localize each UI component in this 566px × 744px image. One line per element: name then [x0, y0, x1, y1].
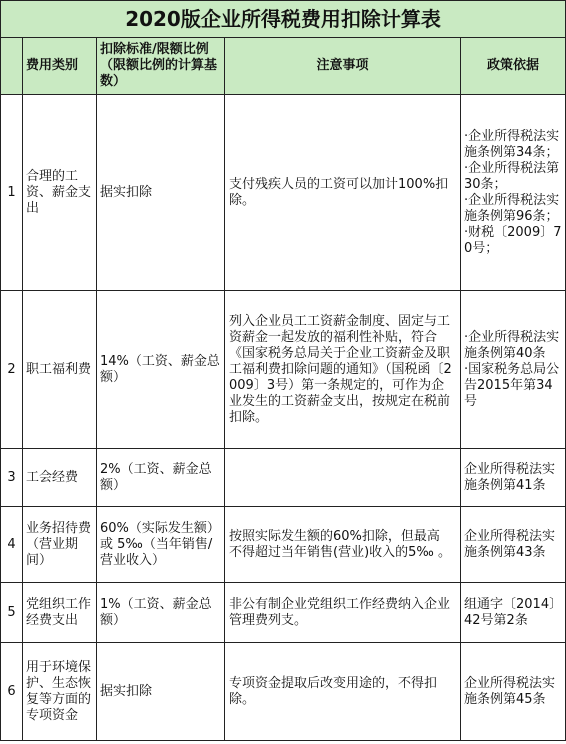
header-standard: 扣除标准/限额比例（限额比例的计算基数） [97, 38, 225, 95]
table-row [1, 95, 566, 291]
table-row [1, 507, 566, 583]
row-standard: 60%（实际发生额）或 5‰（当年销售/营业收入） [97, 507, 225, 583]
row-category: 用于环境保护、生态恢复等方面的专项资金 [23, 643, 97, 741]
row-basis [461, 643, 566, 741]
row-basis [461, 449, 566, 507]
header-notes: 注意事项 [225, 38, 461, 95]
row-category: 业务招待费（营业期间） [23, 507, 97, 583]
basis-line: 组通字〔2014〕42号第2条 [464, 596, 556, 628]
basis-line: 企业所得税法实施条例第43条 [464, 528, 556, 560]
header-no [1, 38, 23, 95]
table-row [1, 449, 566, 507]
basis-line: ·企业所得税法实施条例第96条； [464, 192, 560, 224]
row-notes: 专项资金提取后改变用途的，不得扣除。 [225, 643, 461, 741]
table-row [1, 291, 566, 449]
basis-line: ·企业所得税法实施条例第34条； [464, 128, 560, 160]
row-number: 4 [1, 507, 23, 583]
header-category: 费用类别 [23, 38, 97, 95]
row-basis [461, 507, 566, 583]
row-basis [461, 291, 566, 449]
row-category: 工会经费 [23, 449, 97, 507]
row-category: 党组织工作经费支出 [23, 583, 97, 643]
basis-line: ·国家税务总局公告2015年第34号 [464, 361, 560, 409]
table-title: 2020版企业所得税费用扣除计算表 [1, 1, 566, 38]
row-standard: 据实扣除 [97, 95, 225, 291]
row-category: 职工福利费 [23, 291, 97, 449]
row-number: 5 [1, 583, 23, 643]
row-number: 3 [1, 449, 23, 507]
basis-line: ·企业所得税法实施条例第40条 [464, 329, 560, 361]
row-standard: 据实扣除 [97, 643, 225, 741]
row-notes [225, 449, 461, 507]
row-notes: 非公有制企业党组织工作经费纳入企业管理费列支。 [225, 583, 461, 643]
row-standard: 1%（工资、薪金总额） [97, 583, 225, 643]
row-standard: 14%（工资、薪金总额） [97, 291, 225, 449]
row-number: 1 [1, 95, 23, 291]
row-category: 合理的工资、薪金支出 [23, 95, 97, 291]
header-basis: 政策依据 [461, 38, 566, 95]
row-basis [461, 583, 566, 643]
basis-line: 企业所得税法实施条例第41条 [464, 461, 556, 493]
row-basis [461, 95, 566, 291]
basis-line: 企业所得税法实施条例第45条 [464, 675, 556, 707]
basis-line: ·企业所得税法第30条； [464, 160, 560, 192]
row-number: 2 [1, 291, 23, 449]
title-row [1, 1, 566, 38]
row-standard: 2%（工资、薪金总额） [97, 449, 225, 507]
table-row [1, 583, 566, 643]
row-notes: 支付残疾人员的工资可以加计100%扣除。 [225, 95, 461, 291]
table-row [1, 643, 566, 741]
row-notes: 列入企业员工工资薪金制度、固定与工资薪金一起发放的福利性补贴，符合《国家税务总局关于企业工资薪金及职工福利费扣除问题的通知》（国税函〔2009〕3号）第一条规定的，可作为企业发生的工资薪金支出，按规定在税前扣除。 [225, 291, 461, 449]
header-row [1, 38, 566, 95]
row-notes: 按照实际发生额的60%扣除，但最高不得超过当年销售(营业)收入的5‰ 。 [225, 507, 461, 583]
basis-line: ·财税〔2009〕70号； [464, 224, 562, 256]
row-number: 6 [1, 643, 23, 741]
